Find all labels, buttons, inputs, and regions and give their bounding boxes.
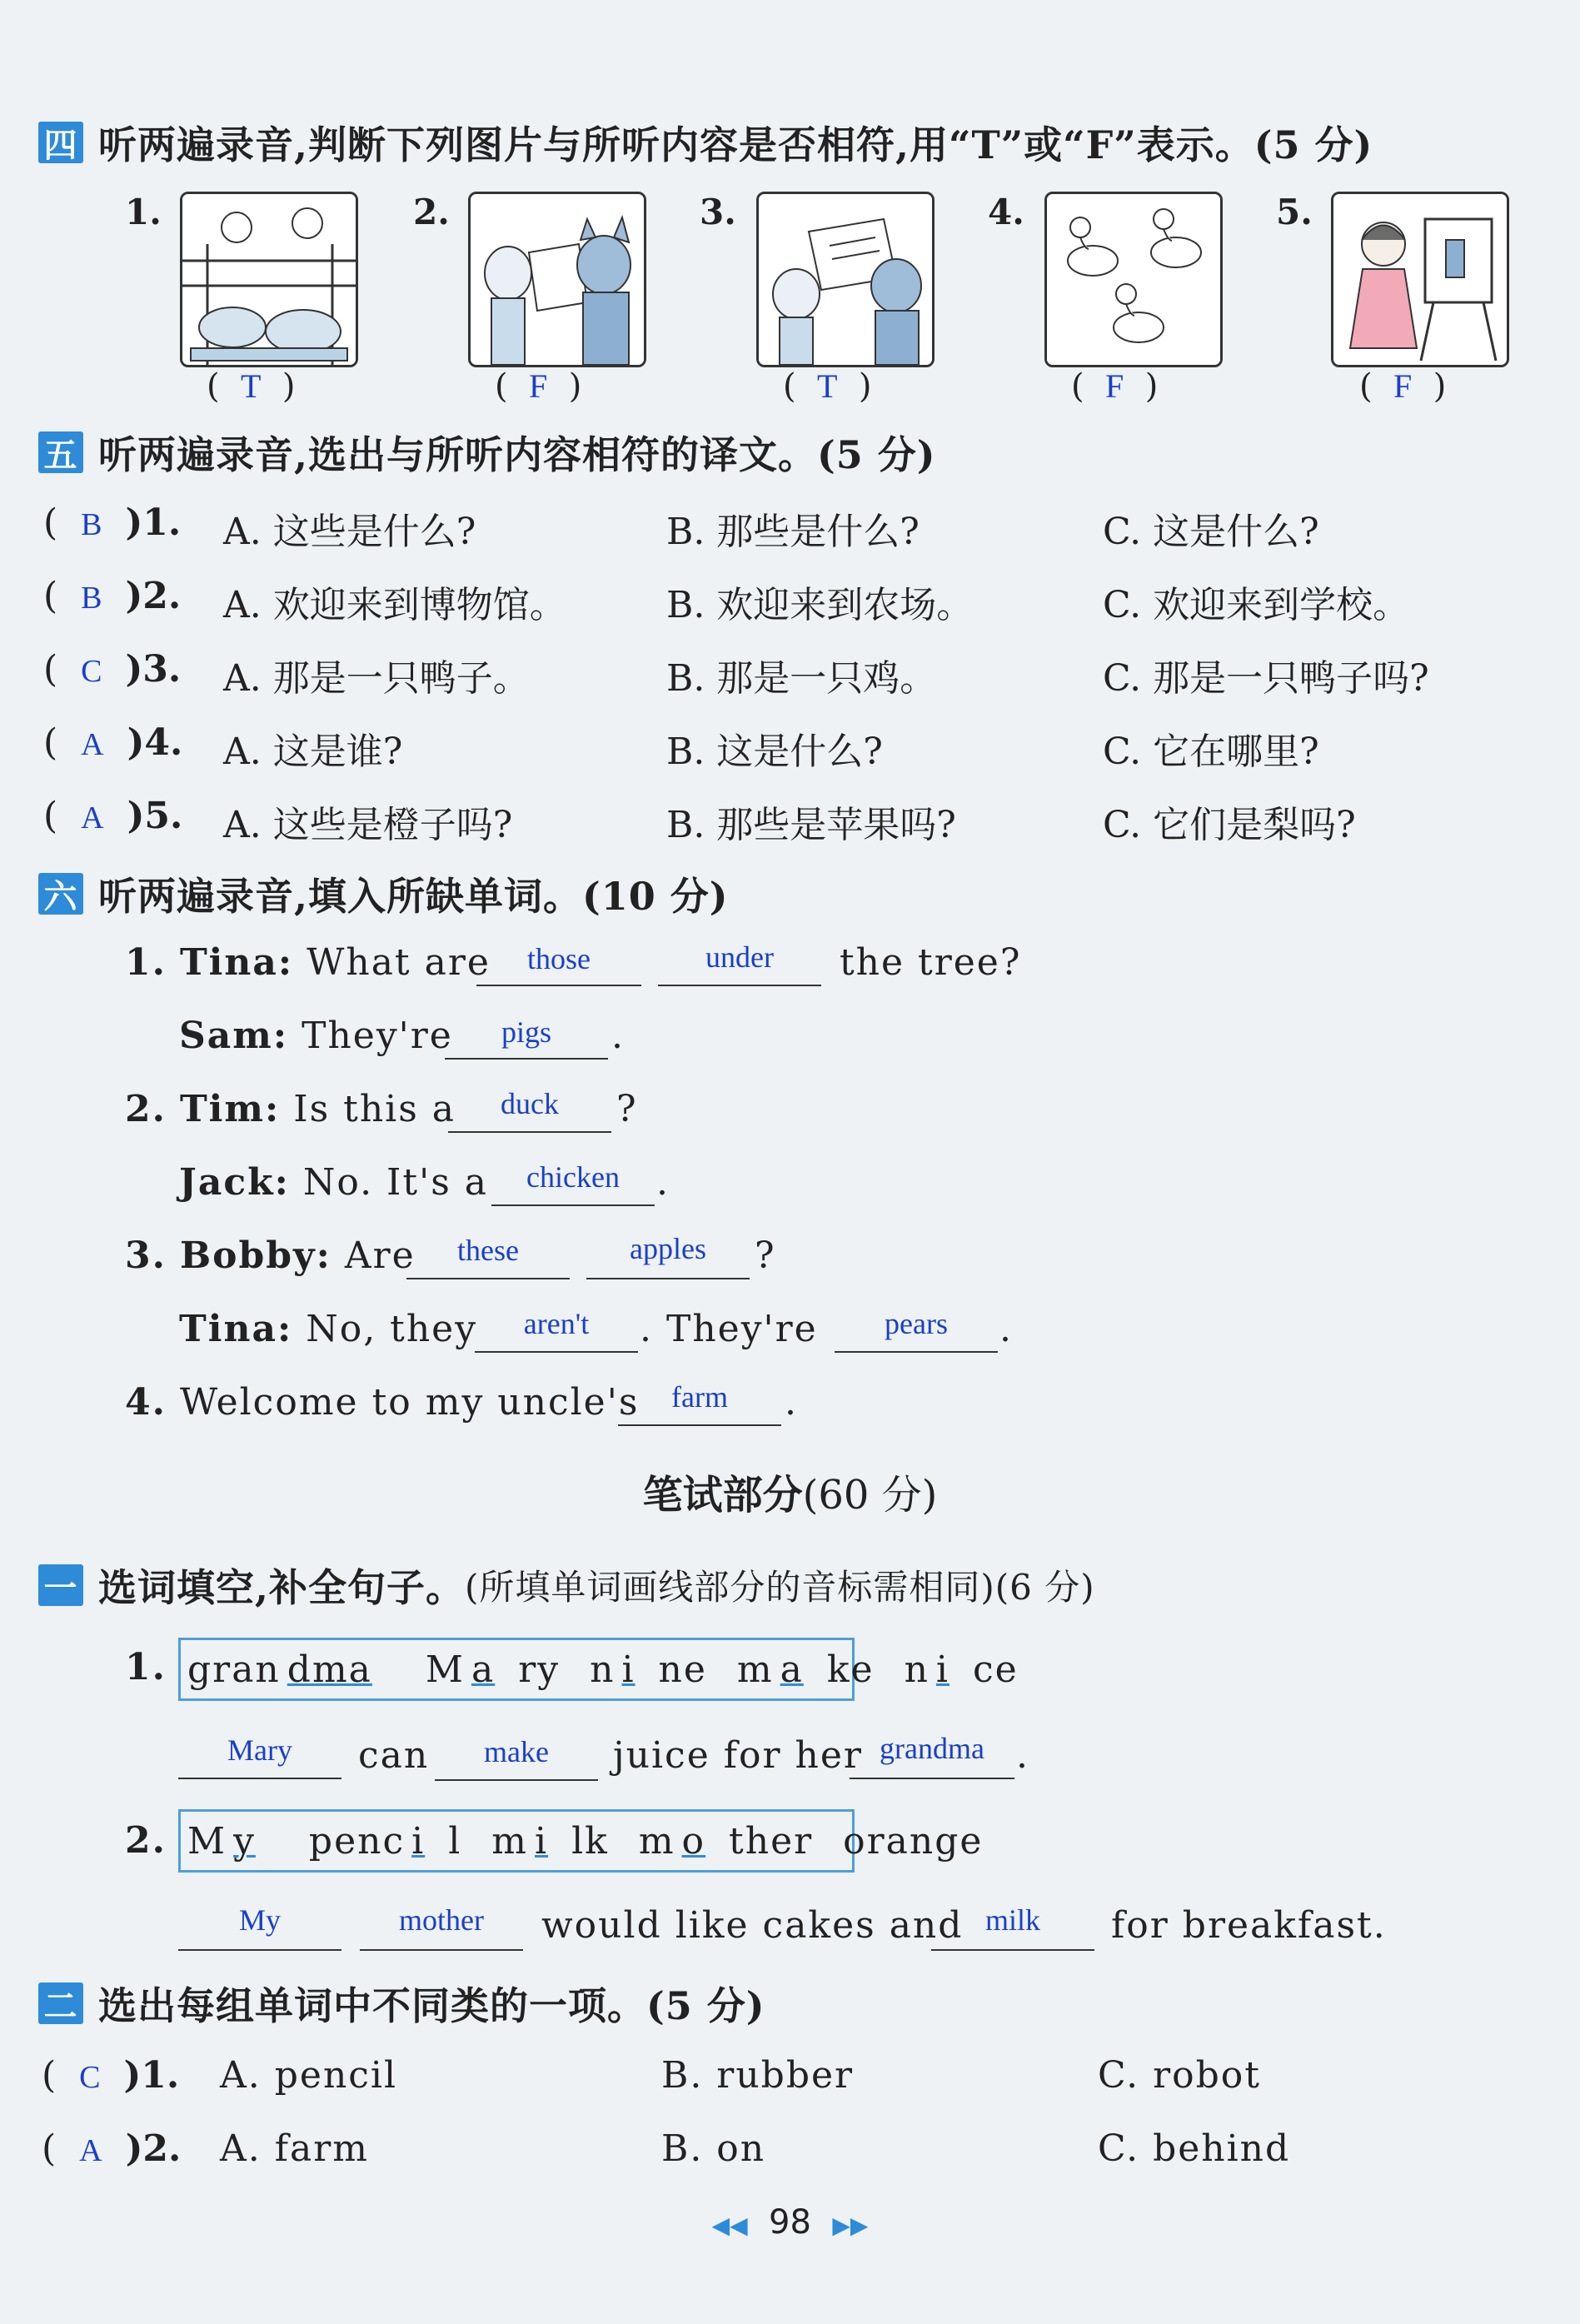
sec5-q5-option-b: B. 那些是苹果吗? xyxy=(666,804,956,846)
pic-item-5-answer: ( F ) xyxy=(1359,367,1447,406)
question-number: 1. xyxy=(125,1646,167,1688)
sec5-q2-option-a: A. 欢迎来到博物馆。 xyxy=(223,584,566,626)
answer-text: F xyxy=(1393,367,1413,405)
sentence-text: . They're xyxy=(640,1308,818,1350)
section-6-header xyxy=(38,866,729,921)
answer-blank[interactable]: My xyxy=(178,1903,341,1951)
speaker-name: Tina: xyxy=(179,941,294,984)
sec5-q5: ( A )5. xyxy=(43,795,183,837)
sentence-text: They're xyxy=(302,1015,453,1057)
answer-blank[interactable]: farm xyxy=(618,1379,781,1426)
sec6-q2-line2 xyxy=(179,1161,488,1204)
sec6-q2-line1 xyxy=(125,1088,456,1130)
answer-text: T xyxy=(241,367,262,405)
question-number: 2. xyxy=(125,1819,167,1862)
sec5-q4-option-b: B. 这是什么? xyxy=(666,731,883,773)
answer-text: A xyxy=(81,800,104,835)
word-option: m i lk xyxy=(491,1819,609,1863)
sec5-q5-option-c: C. 它们是梨吗? xyxy=(1103,804,1356,846)
section-6-number: 六 xyxy=(38,873,83,915)
answer-text: B xyxy=(81,581,102,616)
written-2-number: 二 xyxy=(38,1982,83,2024)
pic-item-4-answer: ( F ) xyxy=(1071,367,1159,406)
sec6-q3-line2 xyxy=(179,1308,477,1350)
answer-blank[interactable]: grandma xyxy=(850,1731,1014,1779)
punctuation: . xyxy=(1016,1734,1029,1777)
question-number: 2. xyxy=(125,1088,167,1130)
question-number: )2. xyxy=(125,2127,182,2170)
sec5-q5-option-a: A. 这些是橙子吗? xyxy=(223,804,513,846)
page-number: 98 xyxy=(769,2203,811,2242)
answer-text: B xyxy=(81,507,102,542)
written-2-title: 选出每组单词中不同类的一项。(5 分) xyxy=(98,1983,765,2028)
section-5-header xyxy=(38,425,936,480)
speaker-name: Sam: xyxy=(179,1015,289,1057)
answer-blank[interactable]: those xyxy=(476,941,641,986)
written-part-points: (60 分) xyxy=(802,1472,938,1519)
sec6-q1-line1 xyxy=(125,941,491,984)
pic-item-1-number: 1. xyxy=(125,192,162,232)
section-5-number: 五 xyxy=(38,431,83,473)
picture-girl-painting xyxy=(1331,192,1509,367)
word-bank-2 xyxy=(178,1809,984,1873)
punctuation: ? xyxy=(755,1234,776,1277)
written-2-q1-option-b: B. rubber xyxy=(661,2054,855,2097)
sec5-q1: ( B )1. xyxy=(43,501,182,544)
pic-item-5-number: 5. xyxy=(1276,192,1313,232)
question-number: 3. xyxy=(125,1234,167,1277)
question-number: )3. xyxy=(125,648,182,691)
written-2-q2-option-a: A. farm xyxy=(220,2127,370,2170)
pic-item-3-answer: ( T ) xyxy=(783,367,872,406)
section-4-header xyxy=(38,115,1373,170)
ducks-illustration xyxy=(1047,194,1220,365)
punctuation: ? xyxy=(616,1088,638,1130)
written-2-q2-option-b: B. on xyxy=(661,2127,766,2170)
question-number: )2. xyxy=(125,575,182,617)
word-option: orange xyxy=(843,1819,984,1863)
written-part-heading xyxy=(0,1463,1580,1520)
written-1-q1-number xyxy=(125,1646,167,1688)
word-option: m o ther xyxy=(638,1819,814,1863)
sentence-text: What are xyxy=(307,941,491,984)
sec5-q3-option-a: A. 那是一只鸭子。 xyxy=(223,657,530,700)
picture-cats-with-sign xyxy=(756,192,935,367)
speaker-name: Tim: xyxy=(179,1088,281,1130)
sec5-q2-option-c: C. 欢迎来到学校。 xyxy=(1103,584,1410,626)
answer-blank[interactable]: pigs xyxy=(445,1015,608,1060)
answer-blank[interactable]: under xyxy=(658,940,821,986)
pic-item-3-number: 3. xyxy=(700,192,736,232)
sec5-q4: ( A )4. xyxy=(43,721,183,764)
sentence-text: can xyxy=(358,1734,430,1777)
page-footer xyxy=(0,2203,1580,2242)
answer-text: A xyxy=(81,727,104,762)
answer-text: C xyxy=(79,2060,101,2095)
word-option: n i ne xyxy=(590,1648,707,1691)
written-1-number: 一 xyxy=(38,1564,83,1606)
punctuation: . xyxy=(999,1308,1013,1350)
written-2-q1-option-c: C. robot xyxy=(1098,2054,1261,2097)
pic-item-2-number: 2. xyxy=(413,192,450,232)
sec5-q1-option-b: B. 那些是什么? xyxy=(666,511,920,553)
sec5-q2-option-b: B. 欢迎来到农场。 xyxy=(666,584,974,626)
question-number: )4. xyxy=(127,721,183,764)
answer-blank[interactable]: duck xyxy=(448,1086,611,1133)
written-1-title: 选词填空,补全句子。 xyxy=(98,1565,466,1610)
sec6-q1-line2 xyxy=(179,1015,453,1057)
pic-item-4-number: 4. xyxy=(988,192,1024,232)
written-2-q2: ( A )2. xyxy=(42,2127,182,2170)
question-number: )1. xyxy=(125,501,182,544)
answer-blank[interactable]: pears xyxy=(835,1306,998,1353)
sentence-text: Are xyxy=(344,1234,416,1277)
pic-item-1-answer: ( T ) xyxy=(207,367,296,406)
sec5-q3: ( C )3. xyxy=(43,648,182,691)
answer-blank[interactable]: make xyxy=(435,1734,598,1781)
section-4-title: 听两遍录音,判断下列图片与所听内容是否相符,用“T”或“F”表示。(5 分) xyxy=(98,122,1373,167)
word-option: n i ce xyxy=(904,1648,1019,1691)
section-4-number: 四 xyxy=(38,122,83,163)
answer-blank[interactable]: chicken xyxy=(491,1160,655,1206)
sec6-q4-line xyxy=(125,1381,639,1424)
sec5-q4-option-c: C. 它在哪里? xyxy=(1103,731,1319,773)
answer-blank[interactable]: apples xyxy=(586,1231,750,1279)
sec5-q3-option-b: B. 那是一只鸡。 xyxy=(666,657,937,700)
answer-text: A xyxy=(79,2133,102,2168)
sentence-text: No, they xyxy=(306,1308,478,1350)
word-option: M y xyxy=(187,1819,256,1863)
sec5-q3-option-c: C. 那是一只鸭子吗? xyxy=(1103,657,1429,700)
punctuation: . xyxy=(611,1015,625,1057)
punctuation: . xyxy=(785,1381,798,1424)
written-2-q2-option-c: C. behind xyxy=(1098,2127,1291,2170)
word-option: gran dma xyxy=(187,1648,372,1691)
written-2-header xyxy=(38,1976,765,2031)
girl-painting-illustration xyxy=(1333,194,1507,365)
speaker-name: Jack: xyxy=(179,1161,290,1204)
picture-three-ducks xyxy=(1044,192,1223,367)
answer-blank[interactable]: Mary xyxy=(178,1733,341,1779)
word-option: penc i l xyxy=(308,1819,462,1863)
written-1-note: (所填单词画线部分的音标需相同)(6 分) xyxy=(465,1567,1095,1608)
answer-text: F xyxy=(1105,367,1124,405)
written-2-q1-option-a: A. pencil xyxy=(220,2054,398,2097)
section-6-title: 听两遍录音,填入所缺单词。(10 分) xyxy=(98,874,729,919)
answer-blank[interactable]: aren't xyxy=(475,1306,638,1353)
word-option: m a ke xyxy=(736,1648,875,1691)
sec5-q4-option-a: A. 这是谁? xyxy=(223,731,403,773)
sec5-q1-option-c: C. 这是什么? xyxy=(1103,511,1319,553)
sentence-text: No. It's a xyxy=(302,1161,489,1204)
pic-item-2-answer: ( F ) xyxy=(495,367,582,406)
speaker-name: Tina: xyxy=(179,1308,293,1350)
farm-pigs-illustration xyxy=(182,194,356,365)
cats-paper-illustration xyxy=(471,194,644,365)
sec5-q1-option-a: A. 这些是什么? xyxy=(223,511,476,553)
sentence-text: juice for her xyxy=(613,1734,863,1777)
word-bank-1 xyxy=(178,1638,1019,1701)
picture-farm-kids-pigs xyxy=(180,192,358,367)
answer-blank[interactable]: mother xyxy=(360,1903,523,1951)
next-page-arrows-icon: ▶▶ xyxy=(832,2212,869,2239)
answer-text: T xyxy=(817,367,838,405)
sentence-text: for breakfast. xyxy=(1111,1904,1387,1947)
answer-text: C xyxy=(81,654,102,689)
answer-blank[interactable]: milk xyxy=(931,1903,1094,1951)
answer-blank[interactable]: these xyxy=(406,1233,570,1279)
sec5-q2: ( B )2. xyxy=(43,575,182,617)
sentence-text: the tree? xyxy=(840,941,1022,984)
answer-text: F xyxy=(529,367,548,405)
sec6-q3-line1 xyxy=(125,1234,416,1277)
question-number: 1. xyxy=(125,941,167,984)
punctuation: . xyxy=(656,1161,670,1204)
section-5-title: 听两遍录音,选出与所听内容相符的译文。(5 分) xyxy=(98,432,936,477)
sentence-text: would like cakes and xyxy=(541,1904,964,1947)
written-1-q2-number xyxy=(125,1819,167,1862)
speaker-name: Bobby: xyxy=(179,1234,331,1277)
written-part-title: 笔试部分 xyxy=(642,1472,803,1519)
written-1-header xyxy=(38,1558,1095,1613)
question-number: )1. xyxy=(123,2054,180,2097)
written-2-q1: ( C )1. xyxy=(42,2054,180,2097)
picture-cats-looking-at-paper xyxy=(468,192,646,367)
sentence-text: Is this a xyxy=(293,1088,456,1130)
question-number: )5. xyxy=(127,795,183,837)
question-number: 4. xyxy=(125,1381,167,1424)
sentence-text: Welcome to my uncle's xyxy=(179,1381,640,1424)
word-option: M a ry xyxy=(425,1648,561,1691)
cats-sign-illustration xyxy=(759,194,932,365)
prev-page-arrows-icon: ◀◀ xyxy=(711,2212,748,2239)
